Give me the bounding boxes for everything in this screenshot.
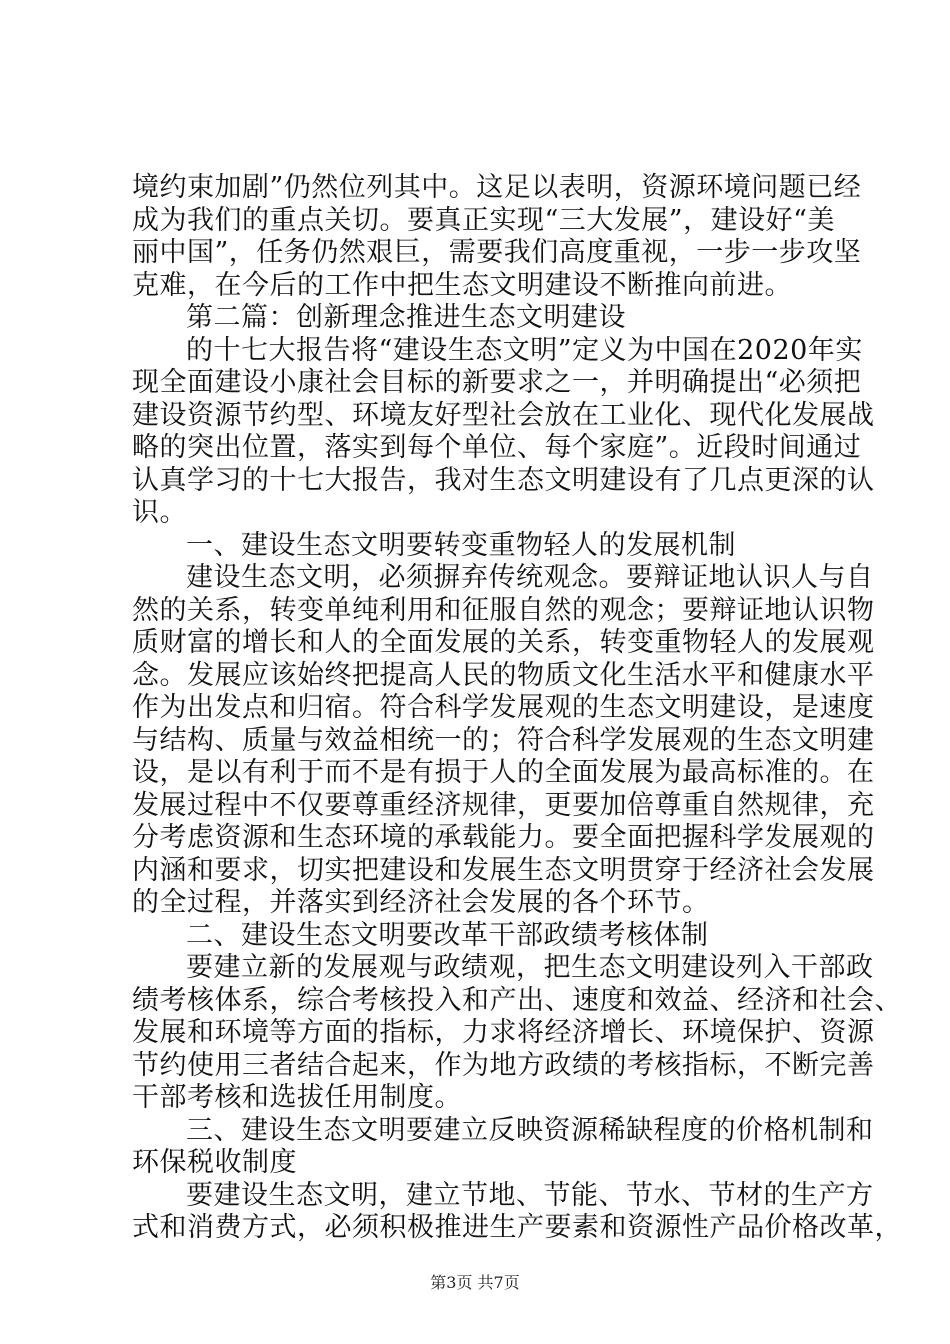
text-line: 要建设生态文明，建立节地、节能、节水、节材的生产方 bbox=[186, 1179, 874, 1211]
document-body bbox=[132, 172, 902, 1245]
page-footer: 第3页 共7页 bbox=[430, 1273, 520, 1292]
text-line: 与结构、质量与效益相统一的；符合科学发展观的生态文明建 bbox=[132, 724, 875, 756]
text-line: 克难，在今后的工作中把生态文明建设不断推向前进。 bbox=[132, 269, 792, 301]
text-line: 式和消费方式，必须积极推进生产要素和资源性产品价格改革， bbox=[132, 1212, 902, 1243]
text-line: 一、建设生态文明要转变重物轻人的发展机制 bbox=[186, 529, 736, 561]
text-line: 识。 bbox=[132, 497, 187, 528]
text-line: 成为我们的重点关切。要真正实现“三大发展”，建设好“美 bbox=[132, 204, 835, 236]
text-line: 的十七大报告将“建设生态文明”定义为中国在2020年实 bbox=[186, 334, 863, 366]
text-line: 要建立新的发展观与政绩观，把生态文明建设列入干部政 bbox=[186, 952, 874, 983]
text-line: 略的突出位置，落实到每个单位、每个家庭”。近段时间通过 bbox=[132, 432, 862, 463]
text-line: 干部考核和选拔任用制度。 bbox=[132, 1082, 462, 1113]
text-line: 作为出发点和归宿。符合科学发展观的生态文明建设，是速度 bbox=[132, 692, 875, 723]
text-line: 建设资源节约型、环境友好型社会放在工业化、现代化发展战 bbox=[132, 399, 875, 431]
text-line: 境约束加剧”仍然位列其中。这足以表明，资源环境问题已经 bbox=[132, 172, 862, 203]
text-line: 设，是以有利于而不是有损于人的全面发展为最高标准的。在 bbox=[132, 757, 875, 788]
text-line: 建设生态文明，必须摒弃传统观念。要辩证地认识人与自 bbox=[186, 562, 874, 593]
text-line: 第二篇：创新理念推进生态文明建设 bbox=[186, 302, 626, 333]
text-line: 二、建设生态文明要改革干部政绩考核体制 bbox=[186, 919, 709, 951]
text-line: 丽中国”，任务仍然艰巨，需要我们高度重视，一步一步攻坚 bbox=[132, 237, 862, 268]
text-line: 的全过程，并落实到经济社会发展的各个环节。 bbox=[132, 887, 710, 918]
text-line: 然的关系，转变单纯利用和征服自然的观念；要辩证地认识物 bbox=[132, 594, 875, 626]
text-line: 内涵和要求，切实把建设和发展生态文明贯穿于经济社会发展 bbox=[132, 854, 875, 886]
text-line: 绩考核体系，综合考核投入和产出、速度和效益、经济和社会、 bbox=[132, 984, 902, 1016]
text-line: 发展过程中不仅要尊重经济规律，更要加倍尊重自然规律，充 bbox=[132, 789, 875, 821]
text-line: 分考虑资源和生态环境的承载能力。要全面把握科学发展观的 bbox=[132, 822, 875, 853]
text-line: 节约使用三者结合起来，作为地方政绩的考核指标，不断完善 bbox=[132, 1049, 875, 1081]
text-line: 发展和环境等方面的指标，力求将经济增长、环境保护、资源 bbox=[132, 1017, 875, 1048]
text-line: 现全面建设小康社会目标的新要求之一，并明确提出“必须把 bbox=[132, 367, 862, 398]
text-line: 环保税收制度 bbox=[132, 1147, 297, 1178]
text-line: 三、建设生态文明要建立反映资源稀缺程度的价格机制和 bbox=[186, 1114, 874, 1146]
text-line: 认真学习的十七大报告，我对生态文明建设有了几点更深的认 bbox=[132, 464, 875, 496]
text-line: 质财富的增长和人的全面发展的关系，转变重物轻人的发展观 bbox=[132, 627, 875, 658]
text-line: 念。发展应该始终把提高人民的物质文化生活水平和健康水平 bbox=[132, 659, 875, 691]
